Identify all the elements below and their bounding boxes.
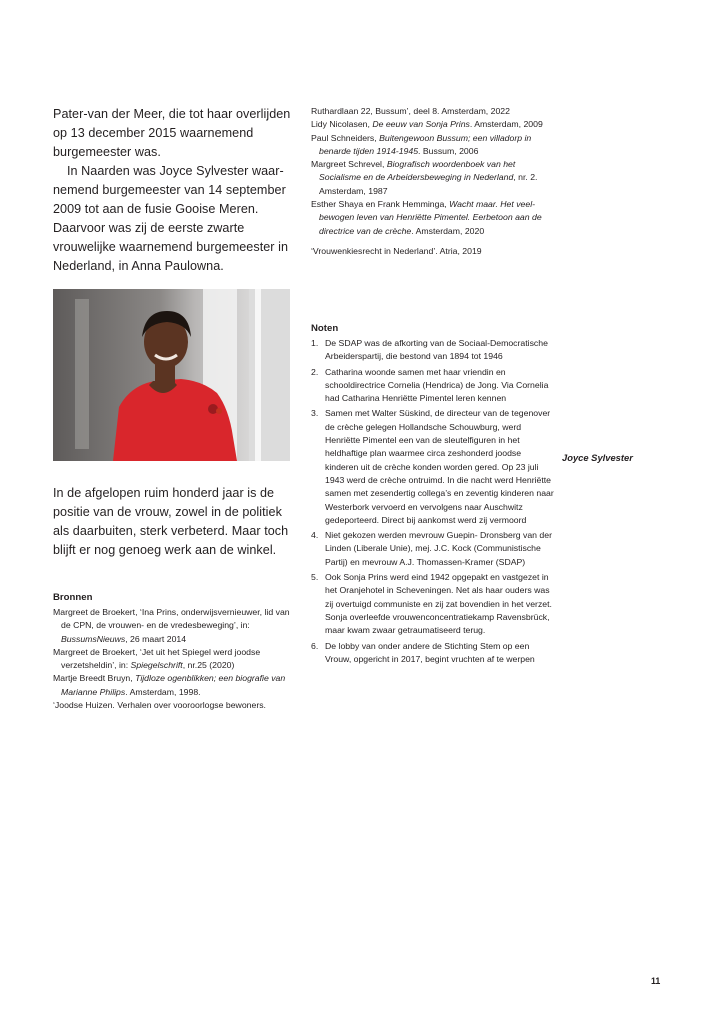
reference-item: Margreet de Broekert, ‘Jet uit het Spiegel werd joodse verzetsheldin’, in: Spiegelschrift, nr.25 (2020) bbox=[53, 646, 261, 671]
portrait-photo bbox=[53, 289, 290, 461]
reference-item: Ruthardlaan 22, Bussum’, deel 8. Amsterdam, 2022 bbox=[311, 106, 510, 116]
note-number: 4. bbox=[311, 530, 319, 541]
note-number: 3. bbox=[311, 408, 319, 419]
body-text-top bbox=[53, 105, 293, 276]
note-number: 5. bbox=[311, 572, 319, 583]
notes-section bbox=[311, 323, 555, 668]
paragraph: In Naarden was Joyce Sylvester waarnemend burgemeester van 14 september 2009 tot aan de fusie Gooise Meren. Daarvoor was zij de eerste zwarte vrouwelijke waarnemend burgemeester in Nederland, in Anna Paulowna. bbox=[53, 164, 289, 273]
note-text: Samen met Walter Süskind, de directeur van de tegenover de crèche gelegen Hollandsche Schouwburg, werd Henriëtte Pimentel een van de sleutelfiguren in het heldhaftige plan waarmee circa zeshonderd joodse kinderen uit de crèche konden worden gered. Op 23 juli 1943 werd de crèche ontruimd. In die nacht werd Henriëtte samen met zesendertig collega’s en zeventig kinderen naar Westerbork vervoerd en vervolgens naar Auschwitz gedeporteerd. Direct bij aankomst werd zij vermoord bbox=[325, 408, 554, 525]
note-number: 6. bbox=[311, 640, 319, 651]
section-heading: Bronnen bbox=[53, 592, 93, 603]
note-text: De lobby van onder andere de Stichting Stem op een Vrouw, opgericht in 2017, begint vruchten af te werpen bbox=[325, 640, 535, 664]
paragraph: Pater-van der Meer, die tot haar overlijden op 13 december 2015 waarnemend burgemeester was. bbox=[53, 107, 291, 159]
note-item bbox=[311, 366, 555, 406]
reference-item: ‘Joodse Huizen. Verhalen over vooroorlogse bewoners. bbox=[53, 700, 266, 711]
reference-item: Martje Breedt Bruyn, Tijdloze ogenblikken; een biografie van Marianne Philips. Amsterdam, 1998. bbox=[53, 673, 286, 697]
reference-item: Margreet de Broekert, ‘Ina Prins, onderwijsvernieuwer, lid van de CPN, de vrouwen- en de vredesbeweging’, in: BussumsNieuws, 26 maart 2014 bbox=[53, 607, 290, 644]
note-item bbox=[311, 640, 555, 667]
sources-continued bbox=[311, 105, 555, 258]
reference-item: Margreet Schrevel, Biografisch woordenboek van het Socialisme en de Arbeidersbeweging in Nederland, nr. 2. Amsterdam, 1987 bbox=[311, 159, 538, 196]
note-item bbox=[311, 529, 555, 569]
note-text: Ook Sonja Prins werd eind 1942 opgepakt en vastgezet in het Oranjehotel in Scheveningen. Net als haar ouders was zij overtuigd communiste en zij zat bovendien in het verzet. Sonja overleefde vrouwenconcentratiekamp Ravensbrück, maar kwam zwaar getraumatiseerd terug. bbox=[325, 572, 552, 636]
note-text: Catharina woonde samen met haar vriendin en schooldirectrice Cornelia (Hendrica) de Jong. Via Cornelia had Catharina Henriëtte Pimentel leren kennen bbox=[325, 366, 549, 404]
section-heading: Noten bbox=[311, 323, 339, 334]
photo-caption: Joyce Sylvester bbox=[562, 452, 633, 463]
note-text: Niet gekozen werden mevrouw Guepin- Dronsberg van der Linden (Liberale Unie), mej. J.C. Kock (Communistische Partij) en mevrouw A.J. Thomassen-Kramer (SDAP) bbox=[325, 530, 552, 567]
sources-section bbox=[53, 592, 295, 712]
reference-item: Esther Shaya en Frank Hemminga, Wacht maar. Het veelbewogen leven van Henriëtte Pimentel. Eerbetoon aan de directrice van de crèche. Amsterdam, 2020 bbox=[311, 199, 542, 236]
note-item bbox=[311, 571, 555, 637]
page-number: 11 bbox=[651, 976, 661, 986]
reference-item: Lidy Nicolasen, De eeuw van Sonja Prins. Amsterdam, 2009 bbox=[311, 119, 543, 130]
body-text-bottom bbox=[53, 484, 293, 560]
reference-item: Paul Schneiders, Buitengewoon Bussum; een villadorp in benarde tijden 1914-1945. Bussum, 2006 bbox=[311, 132, 532, 156]
paragraph: In de afgelopen ruim honderd jaar is de positie van de vrouw, zowel in de politiek als daarbuiten, sterk verbeterd. Maar toch blijft er nog genoeg werk aan de winkel. bbox=[53, 486, 289, 557]
note-number: 2. bbox=[311, 366, 319, 377]
note-text: De SDAP was de afkorting van de Sociaal-Democratische Arbeiderspartij, die bestond van 1894 tot 1946 bbox=[325, 338, 548, 362]
note-number: 1. bbox=[311, 338, 319, 348]
note-item bbox=[311, 407, 555, 527]
note-item bbox=[311, 337, 555, 364]
reference-item: ‘Vrouwenkiesrecht in Nederland’. Atria, 2019 bbox=[311, 245, 482, 256]
